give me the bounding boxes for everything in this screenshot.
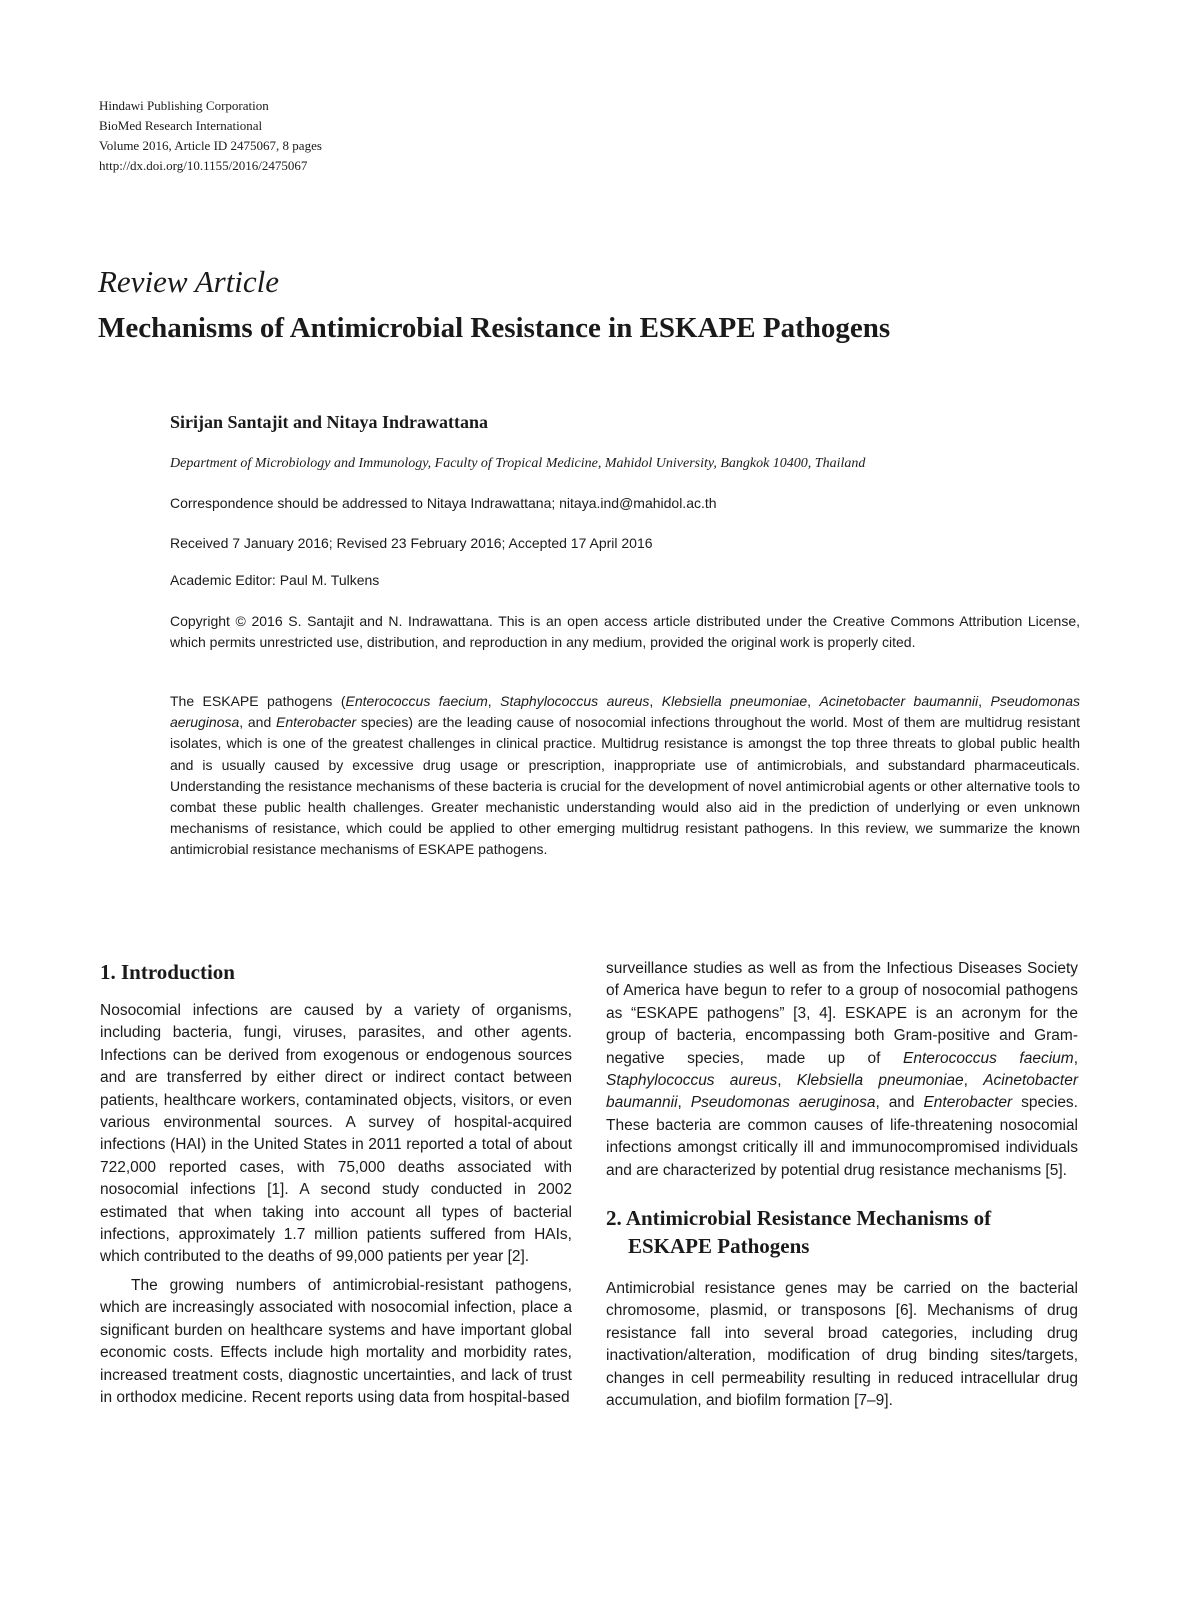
- section-heading-introduction: 1. Introduction: [100, 960, 235, 984]
- section-heading-line: ESKAPE Pathogens: [628, 1234, 810, 1259]
- species-name: Staphylococcus aureus: [500, 693, 650, 709]
- species-name: Enterobacter: [923, 1094, 1013, 1112]
- separator: ,: [777, 1072, 797, 1090]
- paragraph-text: surveillance studies as well as from the Infectious Diseases Society of America have begun to refer to a group of nosocomial pathogens as “ESKAPE pathogens” [3, 4]. ESKAPE is an acronym for the group of bacteria, encompassing both Gram-positive and Gram-negative species, made up of: [606, 960, 1078, 1067]
- separator: ,: [963, 1072, 984, 1090]
- abstract-text: species) are the leading cause of nosocomial infections throughout the world. Most of them are multidrug resistant isolates, which is one of the greatest challenges in clinical practice. Multidrug resistance is amongst the top three threats to global public health and is usually caused by excessive drug usage or prescription, inappropriate use of antimicrobials, and substandard pharmaceuticals. Understanding the resistance mechanisms of these bacteria is crucial for the development of novel antimicrobial agents or other alternative tools to combat these public health challenges. Greater mechanistic understanding would also aid in the prediction of underlying or even unknown mechanisms of resistance, which could be applied to other emerging multidrug resistant pathogens. In this review, we summarize the known antimicrobial resistance mechanisms of ESKAPE pathogens.: [170, 714, 1080, 858]
- correspondence[interactable]: Correspondence should be addressed to Nitaya Indrawattana; nitaya.ind@mahidol.ac.th: [170, 495, 717, 511]
- separator: , and: [875, 1094, 924, 1112]
- species-name: Pseudomonas aeruginosa: [690, 1094, 876, 1112]
- separator: ,: [1073, 1049, 1078, 1067]
- section-heading-line: 2. Antimicrobial Resistance Mechanisms of: [606, 1206, 992, 1231]
- academic-editor: Academic Editor: Paul M. Tulkens: [170, 572, 380, 588]
- doi-link[interactable]: http://dx.doi.org/10.1155/2016/2475067: [99, 158, 308, 173]
- abstract-text: The ESKAPE pathogens (: [170, 693, 346, 709]
- left-column: [100, 958, 572, 1409]
- species-name: Acinetobacter baumannii: [606, 1072, 1078, 1112]
- separator: ,: [978, 693, 991, 709]
- species-name: Klebsiella pneumoniae: [661, 693, 808, 709]
- right-column: [606, 958, 1078, 1413]
- abstract: [170, 691, 1080, 861]
- volume-info: Volume 2016, Article ID 2475067, 8 pages: [99, 138, 322, 153]
- species-name: Enterococcus faecium: [345, 693, 488, 709]
- species-name: Pseudomonas aeruginosa: [170, 693, 1080, 731]
- separator: , and: [239, 714, 276, 731]
- species-name: Enterobacter: [275, 714, 357, 731]
- paragraph: [606, 958, 1078, 1182]
- paragraph: The growing numbers of antimicrobial-resistant pathogens, which are increasingly associated with nosocomial infection, place a significant burden on healthcare systems and have important global economic costs. Effects include high mortality and morbidity rates, increased treatment costs, diagnostic uncertainties, and lack of trust in orthodox medicine. Recent reports using data from hospital-based: [100, 1276, 572, 1406]
- section-heading-mechanisms: [606, 1204, 1078, 1260]
- received-dates: Received 7 January 2016; Revised 23 February 2016; Accepted 17 April 2016: [170, 535, 653, 551]
- species-name: Acinetobacter baumannii: [819, 693, 979, 709]
- species-name: Klebsiella pneumoniae: [796, 1072, 964, 1090]
- journal-header: [99, 96, 322, 176]
- paper-title: Mechanisms of Antimicrobial Resistance in ESKAPE Pathogens: [98, 312, 891, 344]
- paragraph: Nosocomial infections are caused by a variety of organisms, including bacteria, fungi, viruses, parasites, and other agents. Infections can be derived from exogenous or endogenous sources and are transferred by either direct or indirect contact between patients, healthcare workers, contaminated objects, visitors, or even various environmental sources. A survey of hospital-acquired infections (HAI) in the United States in 2011 reported a total of about 722,000 reported cases, with 75,000 deaths associated with nosocomial infections [1]. A second study conducted in 2002 estimated that when taking into account all types of bacterial infections, approximately 1.7 million patients suffered from HAIs, which contributed to the deaths of 99,000 patients per year [2].: [100, 1002, 572, 1266]
- separator: ,: [487, 693, 501, 709]
- separator: ,: [677, 1094, 691, 1112]
- journal-name: BioMed Research International: [99, 118, 263, 133]
- copyright-notice: Copyright © 2016 S. Santajit and N. Indrawattana. This is an open access article distributed under the Creative Commons Attribution License, which permits unrestricted use, distribution, and reproduction in any medium, provided the original work is properly cited.: [170, 613, 1080, 650]
- species-name: Enterococcus faecium: [902, 1049, 1074, 1067]
- species-name: Staphylococcus aureus: [606, 1072, 778, 1090]
- authors: Sirijan Santajit and Nitaya Indrawattana: [170, 412, 489, 432]
- paragraph-text: species. These bacteria are common causes of life-threatening nosocomial infections amongst critically ill and immunocompromised individuals and are characterized by potential drug resistance mechanisms [5].: [606, 1094, 1078, 1179]
- article-type: Review Article: [98, 264, 280, 299]
- affiliation: Department of Microbiology and Immunology, Faculty of Tropical Medicine, Mahidol University, Bangkok 10400, Thailand: [170, 456, 866, 471]
- separator: ,: [649, 693, 662, 709]
- separator: ,: [807, 693, 820, 709]
- publisher: Hindawi Publishing Corporation: [99, 98, 269, 113]
- paragraph: Antimicrobial resistance genes may be carried on the bacterial chromosome, plasmid, or transposons [6]. Mechanisms of drug resistance fall into several broad categories, including drug inactivation/alteration, modification of drug binding sites/targets, changes in cell permeability resulting in reduced intracellular drug accumulation, and biofilm formation [7–9].: [606, 1280, 1078, 1410]
